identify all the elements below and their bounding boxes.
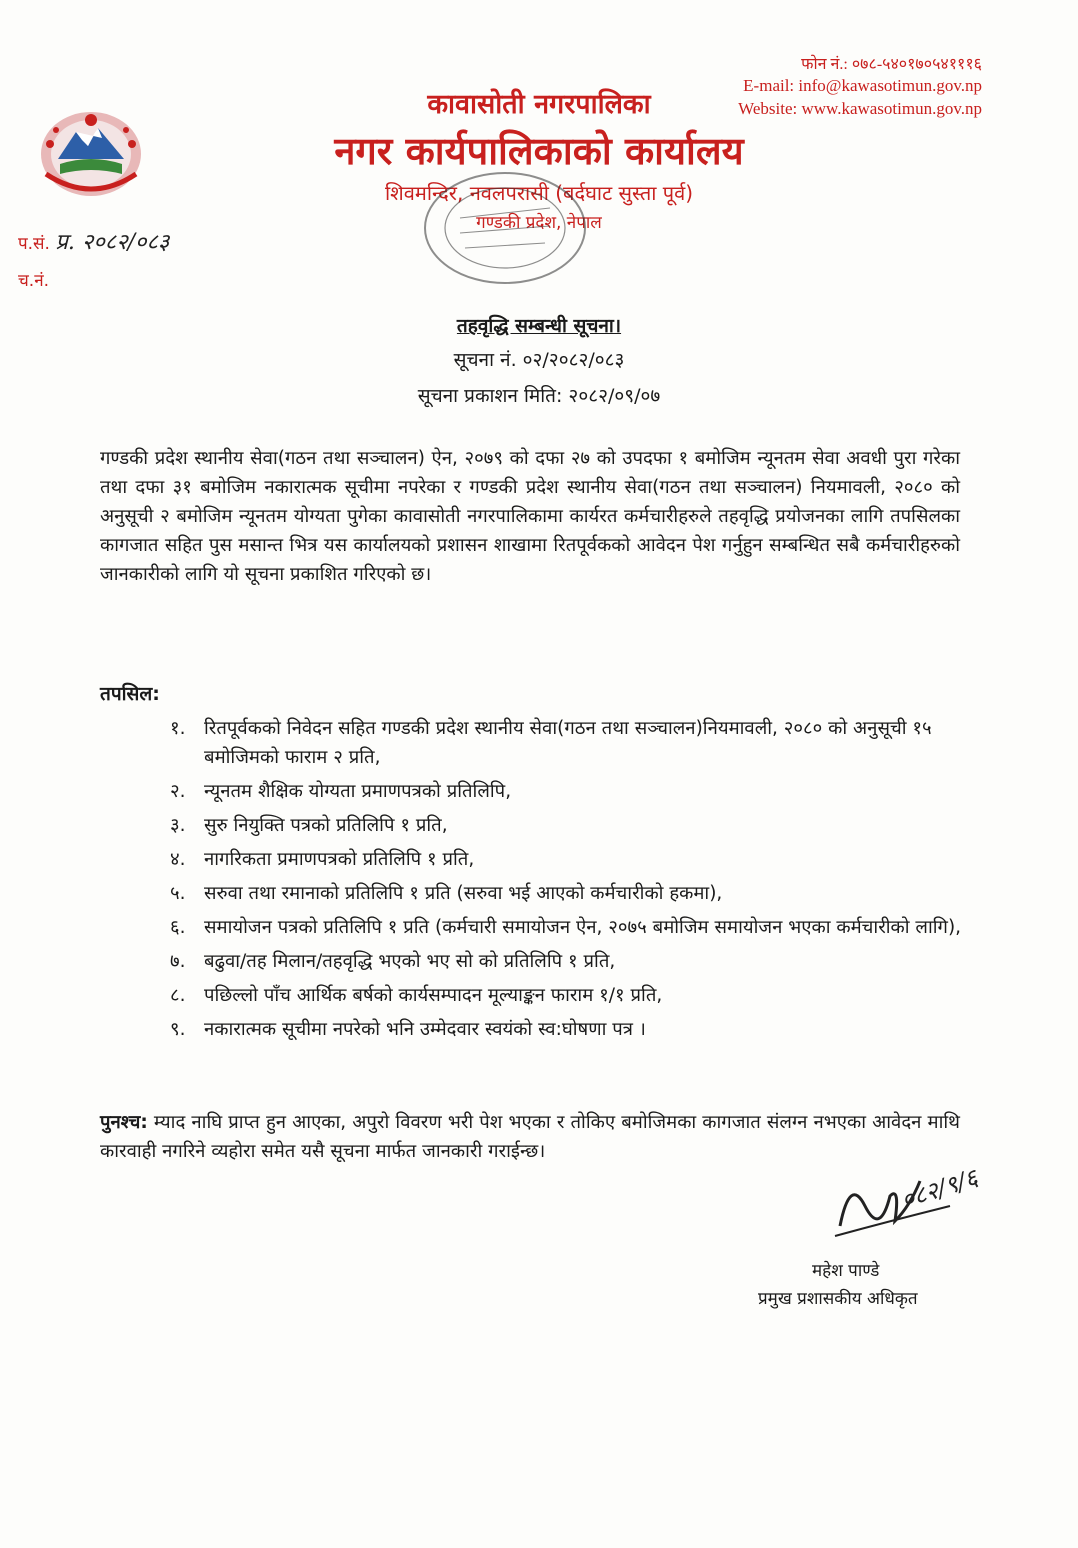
- list-item-number: ८.: [170, 985, 186, 1006]
- list-item-text: रितपूर्वकको निवेदन सहित गण्डकी प्रदेश स्थानीय सेवा(गठन तथा सञ्चालन)नियमावली, २०८० को अनुसूची १५ बमोजिमको फाराम २ प्रति,: [204, 718, 932, 768]
- ref-number: [18, 226, 169, 256]
- email-address: E-mail: info@kawasotimun.gov.np: [743, 76, 982, 95]
- list-heading: तपसिल:: [100, 683, 160, 705]
- postscript-text: म्याद नाघि प्राप्त हुन आएका, अपुरो विवरण भरी पेश भएका र तोकिए बमोजिमका कागजात संलग्न नभएका आवेदन माथि कारवाही नगरिने व्यहोरा समेत यसै सूचना मार्फत जानकारी गराईन्छ।: [100, 1112, 960, 1162]
- list-item-text: सुरु नियुक्ति पत्रको प्रतिलिपि १ प्रति,: [204, 815, 448, 836]
- list-item: [170, 777, 970, 806]
- list-item: [170, 947, 970, 976]
- signature-date-handwritten: ०८२/९/६: [897, 1163, 982, 1215]
- ref-label: प.सं.: [18, 234, 50, 254]
- website-url: Website: www.kawasotimun.gov.np: [738, 99, 982, 118]
- document-list: [170, 714, 970, 1049]
- body-paragraph: गण्डकी प्रदेश स्थानीय सेवा(गठन तथा सञ्चालन) ऐन, २०७९ को दफा २७ को उपदफा १ बमोजिम न्यूनतम सेवा अवधी पुरा गरेका तथा दफा ३१ बमोजिम नकारात्मक सूचीमा नपरेका र गण्डकी प्रदेश स्थानीय सेवा(गठन तथा सञ्चालन) नियमावली, २०८० को अनुसूची २ बमोजिम न्यूनतम योग्यता पुगेका कावासोती नगरपालिकामा कार्यरत कर्मचारीहरुले तहवृद्धि प्रयोजनका लागि तपसिलका कागजात सहित पुस मसान्त भित्र यस कार्यालयको प्रशासन शाखामा रितपूर्वकको आवेदन पेश गर्नुहुन सम्बन्धित सबै कर्मचारीहरुको जानकारीको लागि यो सूचना प्रकाशित गरिएको छ।: [100, 448, 960, 585]
- list-item: [170, 981, 970, 1010]
- list-item-number: ४.: [170, 849, 186, 870]
- list-item: [170, 913, 970, 942]
- list-item-text: नागरिकता प्रमाणपत्रको प्रतिलिपि १ प्रति,: [204, 849, 475, 870]
- ref-value-handwritten: प्र. २०८२/०८३: [55, 230, 170, 255]
- list-item: [170, 879, 970, 908]
- notice-number: सूचना नं. ०२/२०८२/०८३: [453, 349, 625, 371]
- list-item-number: ९.: [170, 1019, 186, 1040]
- notice-title: तहवृद्धि सम्बन्धी सूचना।: [456, 315, 622, 337]
- list-item-text: सरुवा तथा रमानाको प्रतिलिपि १ प्रति (सरुवा भई आएको कर्मचारीको हकमा),: [204, 883, 723, 904]
- phone-number: फोन नं.: ०७८-५४०१७०५४१११६: [801, 56, 982, 73]
- list-item-number: ६.: [170, 917, 186, 938]
- list-item: [170, 811, 970, 840]
- office-stamp-icon: [420, 168, 590, 288]
- postscript-label: पुनश्च:: [100, 1112, 148, 1133]
- list-item-text: बढुवा/तह मिलान/तहवृद्धि भएको भए सो को प्रतिलिपि १ प्रति,: [204, 951, 616, 972]
- list-item-text: समायोजन पत्रको प्रतिलिपि १ प्रति (कर्मचारी समायोजन ऐन, २०७५ बमोजिम समायोजन भएका कर्मचारीको लागि),: [204, 917, 962, 938]
- dispatch-label: च.नं.: [18, 271, 50, 291]
- list-item-text: नकारात्मक सूचीमा नपरेको भनि उम्मेदवार स्वयंको स्व:घोषणा पत्र ।: [204, 1019, 646, 1040]
- publish-date: सूचना प्रकाशन मिति: २०८२/०९/०७: [417, 385, 661, 407]
- list-item-number: ५.: [170, 883, 186, 904]
- list-item-text: न्यूनतम शैक्षिक योग्यता प्रमाणपत्रको प्रतिलिपि,: [204, 781, 512, 802]
- list-item-number: १.: [170, 718, 186, 739]
- list-item: [170, 845, 970, 874]
- postscript: [100, 1108, 960, 1166]
- signatory-name: महेश पाण्डे: [812, 1261, 880, 1281]
- list-item-number: ७.: [170, 951, 186, 972]
- address-line-1: शिवमन्दिर, नवलपरासी (बर्दघाट सुस्ता पूर्व): [384, 181, 694, 205]
- office-title: नगर कार्यपालिकाको कार्यालय: [334, 129, 744, 173]
- list-item-text: पछिल्लो पाँच आर्थिक बर्षको कार्यसम्पादन मूल्याङ्कन फाराम १/१ प्रति,: [204, 985, 663, 1006]
- address-line-2: गण्डकी प्रदेश, नेपाल: [476, 213, 602, 233]
- list-item: [170, 714, 970, 772]
- municipality-name: कावासोती नगरपालिका: [427, 89, 651, 120]
- list-item-number: २.: [170, 781, 186, 802]
- signatory-designation: प्रमुख प्रशासकीय अधिकृत: [758, 1289, 918, 1309]
- list-item-number: ३.: [170, 815, 186, 836]
- list-item: [170, 1015, 970, 1044]
